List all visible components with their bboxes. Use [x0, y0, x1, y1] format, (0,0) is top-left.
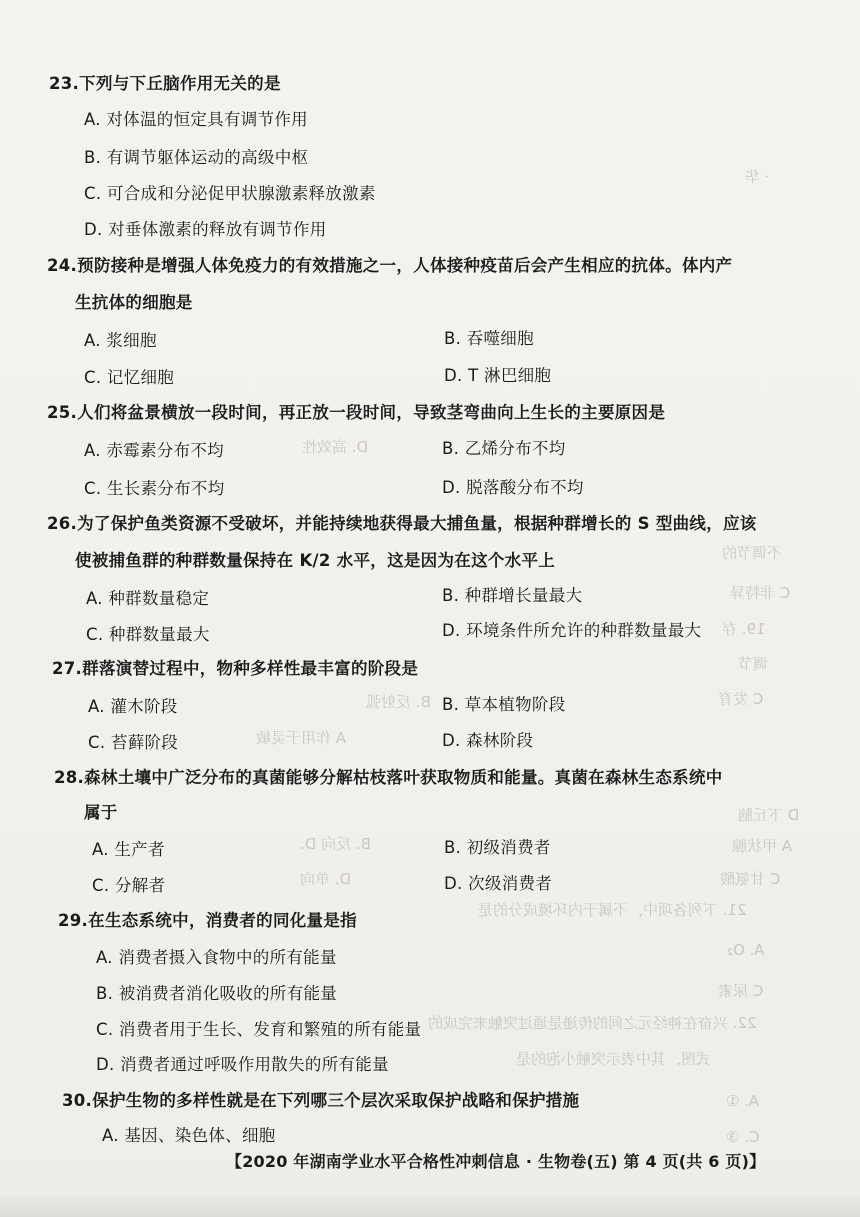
option-b: B. 乙烯分布不均 — [442, 439, 566, 458]
option-c: C. 可合成和分泌促甲状腺激素释放激素 — [84, 184, 376, 203]
question-number: 26. — [47, 514, 78, 533]
option-b: B. 种群增长量最大 — [442, 586, 583, 605]
question-24 — [47, 256, 732, 276]
option-a: A. 种群数量稳定 — [86, 589, 210, 608]
question-number: 30. — [62, 1091, 93, 1110]
option-d: D. 脱落酸分布不均 — [442, 478, 584, 497]
bleed-through-mark: A 作用于灵敏 — [256, 729, 347, 747]
option-c: C. 记忆细胞 — [84, 368, 175, 387]
bleed-through-mark: D. 单向 — [300, 870, 352, 888]
option-d: D. T 淋巴细胞 — [444, 366, 552, 385]
question-stem: 预防接种是增强人体免疫力的有效措施之一，人体接种疫苗后会产生相应的抗体。体内产 — [77, 256, 733, 275]
question-27 — [52, 659, 418, 679]
option-c: C. 消费者用于生长、发育和繁殖的所有能量 — [96, 1020, 422, 1039]
question-stem: 群落演替过程中，物种多样性最丰富的阶段是 — [82, 659, 419, 678]
option-a: A. 生产者 — [92, 840, 165, 859]
option-b: B. 有调节躯体运动的高级中枢 — [84, 148, 309, 167]
bleed-through-mark: 21. 下列各项中，不属于内环境成分的是 — [478, 901, 747, 919]
option-b: B. 初级消费者 — [444, 838, 551, 857]
bleed-through-mark: 式图，其中表示突触小泡的是 — [516, 1050, 712, 1068]
option-a: A. 对体温的恒定具有调节作用 — [84, 110, 308, 129]
question-number: 23. — [49, 74, 80, 93]
question-stem: 下列与下丘脑作用无关的是 — [79, 74, 281, 93]
question-number: 28. — [54, 768, 85, 787]
question-number: 27. — [52, 659, 83, 678]
question-stem-continued: 属于 — [84, 803, 118, 822]
option-b: B. 草本植物阶段 — [442, 695, 566, 714]
option-c: C. 苔藓阶段 — [88, 733, 179, 752]
question-30 — [62, 1091, 579, 1111]
bleed-through-mark: A. ① — [726, 1092, 759, 1110]
bleed-through-mark: B. 反向 D. — [300, 835, 371, 853]
question-29 — [58, 911, 357, 931]
bleed-through-mark: 19. 存 — [722, 620, 766, 638]
bleed-through-mark: C 甘氨酸 — [720, 870, 781, 888]
bleed-through-mark: C 非特异 — [730, 584, 791, 602]
bleed-through-mark: 调节 — [738, 655, 769, 673]
question-25 — [47, 403, 665, 423]
option-d: D. 环境条件所允许的种群数量最大 — [442, 621, 702, 640]
question-stem: 在生态系统中，消费者的同化量是指 — [88, 911, 357, 930]
bleed-through-mark: D 下丘脑 — [738, 806, 800, 824]
option-a: A. 消费者摄入食物中的所有能量 — [96, 948, 337, 967]
question-28 — [54, 768, 723, 788]
page-footer: 【2020 年湖南学业水平合格性冲刺信息 · 生物卷(五) 第 4 页(共 6 页)】 — [226, 1152, 766, 1171]
question-number: 25. — [47, 403, 78, 422]
option-b: B. 吞噬细胞 — [444, 329, 534, 348]
option-c: C. 生长素分布不均 — [84, 479, 225, 498]
bleed-through-mark: A 甲状腺 — [732, 837, 793, 855]
question-stem-continued: 使被捕鱼群的种群数量保持在 K/2 水平，这是因为在这个水平上 — [75, 551, 556, 570]
question-stem: 人们将盆景横放一段时间，再正放一段时间，导致茎弯曲向上生长的主要原因是 — [77, 403, 666, 422]
option-a: A. 灌木阶段 — [88, 697, 178, 716]
option-c: C. 分解者 — [92, 876, 166, 895]
option-d: D. 对垂体激素的释放有调节作用 — [84, 220, 327, 239]
scan-edge — [0, 1196, 860, 1217]
bleed-through-mark: C. ③ — [726, 1128, 760, 1146]
bleed-through-mark: B. 反射弧 — [366, 693, 431, 711]
question-stem-continued: 生抗体的细胞是 — [75, 293, 193, 312]
bleed-through-mark: D. 高效性 — [302, 438, 369, 456]
question-stem: 森林土壤中广泛分布的真菌能够分解枯枝落叶获取物质和能量。真菌在森林生态系统中 — [84, 768, 723, 787]
question-number: 24. — [47, 256, 78, 275]
option-a: A. 赤霉素分布不均 — [84, 441, 224, 460]
option-d: D. 森林阶段 — [442, 731, 534, 750]
bleed-through-mark: · 华 — [745, 168, 770, 186]
question-number: 29. — [58, 911, 89, 930]
option-a: A. 浆细胞 — [84, 331, 157, 350]
option-b: B. 被消费者消化吸收的所有能量 — [96, 984, 338, 1003]
question-stem: 为了保护鱼类资源不受破坏，并能持续地获得最大捕鱼量，根据种群增长的 S 型曲线，应该 — [77, 514, 757, 533]
bleed-through-mark: 22. 兴奋在神经元之间的传递是通过突触来完成的 — [428, 1014, 757, 1032]
question-stem: 保护生物的多样性就是在下列哪三个层次采取保护战略和保护措施 — [92, 1091, 580, 1110]
bleed-through-mark: 不调节的 — [722, 544, 783, 562]
bleed-through-mark: C 尿素 — [718, 982, 764, 1000]
option-a: A. 基因、染色体、细胞 — [102, 1126, 276, 1145]
question-23 — [49, 74, 281, 94]
bleed-through-mark: A. O₂ — [727, 941, 765, 959]
option-c: C. 种群数量最大 — [86, 625, 210, 644]
option-d: D. 次级消费者 — [444, 874, 553, 893]
question-26 — [47, 514, 757, 534]
option-d: D. 消费者通过呼吸作用散失的所有能量 — [96, 1055, 389, 1074]
bleed-through-mark: C 发育 — [718, 690, 764, 708]
